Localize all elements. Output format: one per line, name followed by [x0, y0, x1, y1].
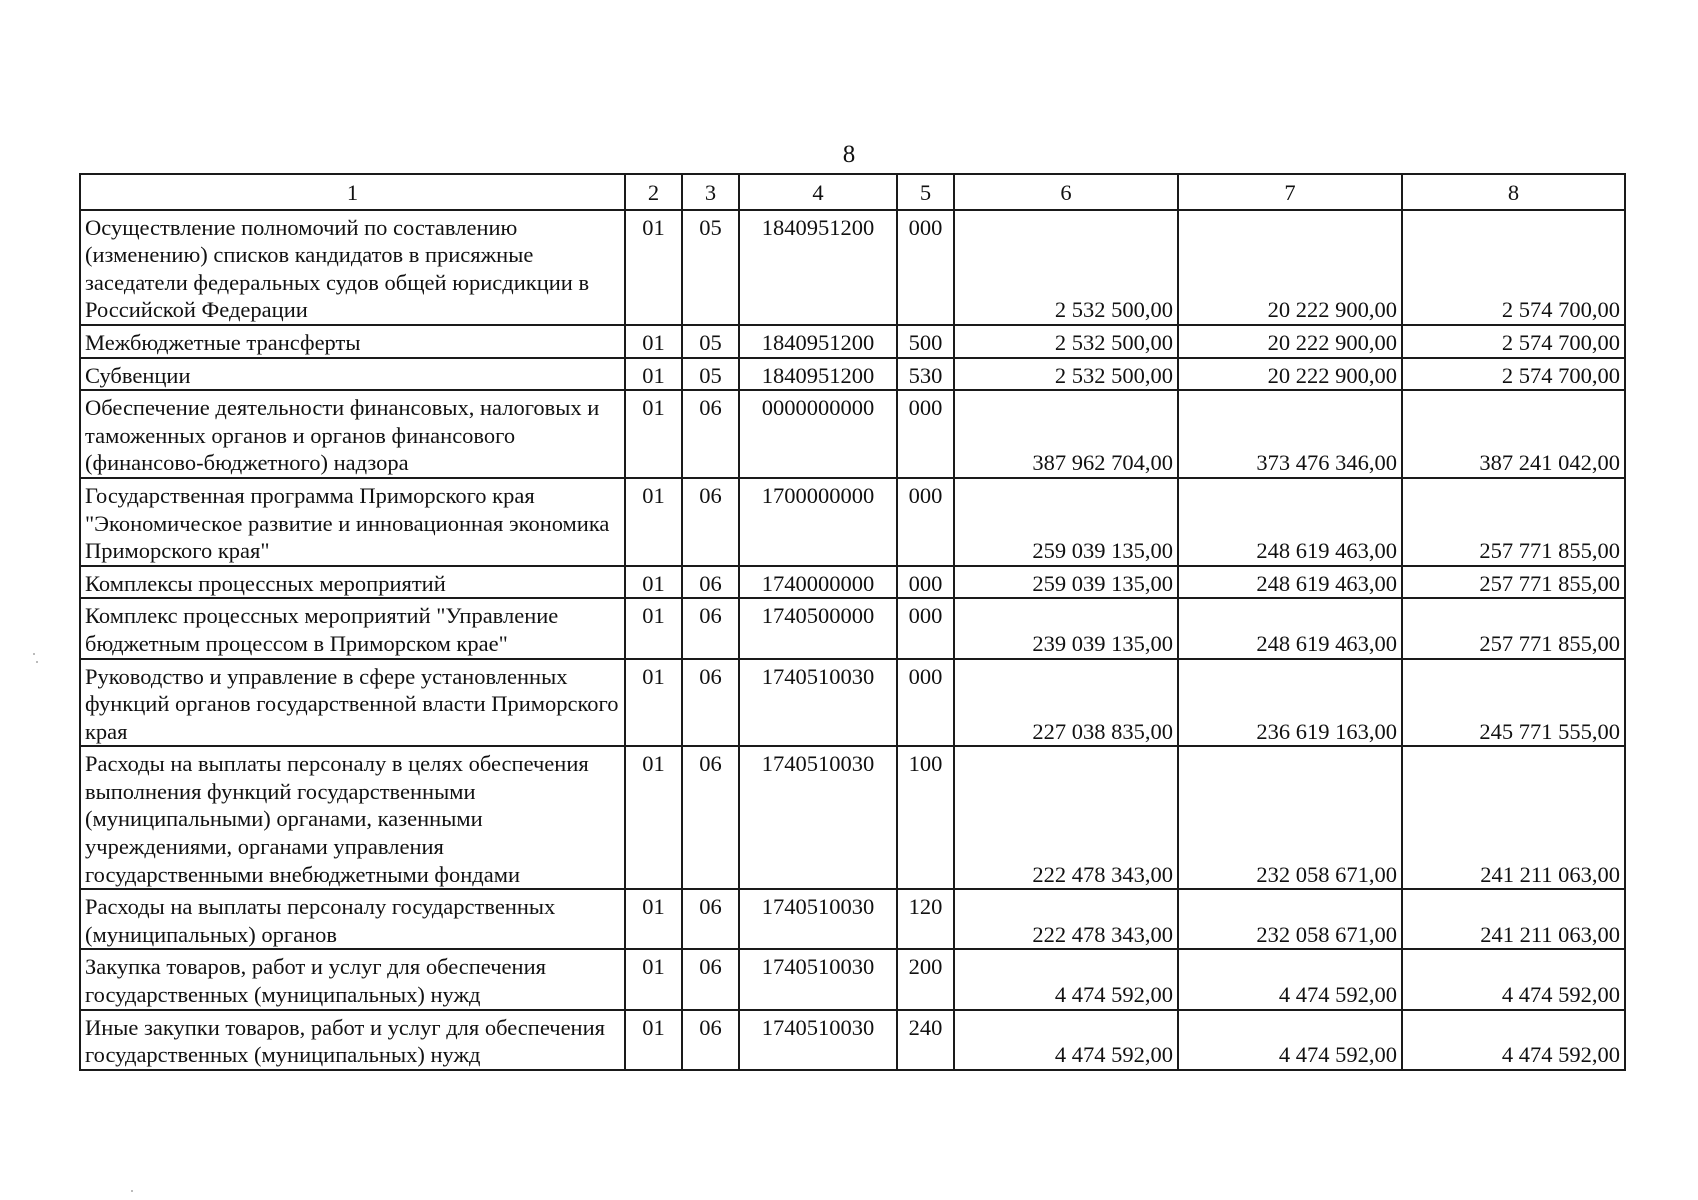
- table-row: [80, 598, 1625, 658]
- section-code-cell: 01: [625, 566, 682, 599]
- amount-col8-cell: 387 241 042,00: [1402, 390, 1625, 478]
- expense-type-cell: 000: [897, 659, 954, 747]
- subsection-code-cell: 05: [682, 358, 739, 391]
- subsection-code-cell: 06: [682, 566, 739, 599]
- table-row: [80, 566, 1625, 599]
- amount-col7-cell: 4 474 592,00: [1178, 949, 1402, 1009]
- subsection-code-cell: 06: [682, 478, 739, 566]
- expense-type-cell: 000: [897, 210, 954, 325]
- amount-col8-cell: 245 771 555,00: [1402, 659, 1625, 747]
- row-name-cell: Расходы на выплаты персоналу государственных (муниципальных) органов: [80, 889, 625, 949]
- expense-type-cell: 120: [897, 889, 954, 949]
- row-name-cell: Расходы на выплаты персоналу в целях обеспечения выполнения функций государственными (муниципальными) органами, казенными учреждениями, органами управления государственными внебюджетными фондами: [80, 746, 625, 889]
- amount-col7-cell: 20 222 900,00: [1178, 210, 1402, 325]
- amount-col6-cell: 2 532 500,00: [954, 358, 1178, 391]
- amount-col6-cell: 259 039 135,00: [954, 566, 1178, 599]
- amount-col8-cell: 4 474 592,00: [1402, 949, 1625, 1009]
- amount-col7-cell: 232 058 671,00: [1178, 889, 1402, 949]
- subsection-code-cell: 06: [682, 390, 739, 478]
- row-name-cell: Руководство и управление в сфере установленных функций органов государственной власти Приморского края: [80, 659, 625, 747]
- expense-type-cell: 000: [897, 390, 954, 478]
- table-row: [80, 889, 1625, 949]
- amount-col8-cell: 257 771 855,00: [1402, 598, 1625, 658]
- row-name-cell: Осуществление полномочий по составлению (изменению) списков кандидатов в присяжные заседатели федеральных судов общей юрисдикции в Российской Федерации: [80, 210, 625, 325]
- row-name-cell: Обеспечение деятельности финансовых, налоговых и таможенных органов и органов финансового (финансово-бюджетного) надзора: [80, 390, 625, 478]
- target-article-cell: 0000000000: [739, 390, 897, 478]
- amount-col8-cell: 257 771 855,00: [1402, 478, 1625, 566]
- amount-col8-cell: 257 771 855,00: [1402, 566, 1625, 599]
- amount-col6-cell: 2 532 500,00: [954, 325, 1178, 358]
- row-name-cell: Комплекс процессных мероприятий "Управление бюджетным процессом в Приморском крае": [80, 598, 625, 658]
- amount-col6-cell: 222 478 343,00: [954, 746, 1178, 889]
- table-row: [80, 478, 1625, 566]
- expense-type-cell: 100: [897, 746, 954, 889]
- header-cell: 7: [1178, 174, 1402, 210]
- subsection-code-cell: 06: [682, 746, 739, 889]
- amount-col8-cell: 241 211 063,00: [1402, 746, 1625, 889]
- section-code-cell: 01: [625, 598, 682, 658]
- page-number: 8: [842, 141, 856, 168]
- subsection-code-cell: 06: [682, 889, 739, 949]
- amount-col7-cell: 232 058 671,00: [1178, 746, 1402, 889]
- row-name-cell: Субвенции: [80, 358, 625, 391]
- section-code-cell: 01: [625, 210, 682, 325]
- row-name-cell: Иные закупки товаров, работ и услуг для обеспечения государственных (муниципальных) нужд: [80, 1010, 625, 1070]
- expense-type-cell: 500: [897, 325, 954, 358]
- target-article-cell: 1740500000: [739, 598, 897, 658]
- header-cell: 2: [625, 174, 682, 210]
- amount-col8-cell: 2 574 700,00: [1402, 210, 1625, 325]
- amount-col8-cell: 2 574 700,00: [1402, 358, 1625, 391]
- subsection-code-cell: 05: [682, 325, 739, 358]
- amount-col7-cell: 373 476 346,00: [1178, 390, 1402, 478]
- section-code-cell: 01: [625, 949, 682, 1009]
- amount-col7-cell: 248 619 463,00: [1178, 478, 1402, 566]
- row-name-cell: Закупка товаров, работ и услуг для обеспечения государственных (муниципальных) нужд: [80, 949, 625, 1009]
- amount-col6-cell: 259 039 135,00: [954, 478, 1178, 566]
- amount-col6-cell: 2 532 500,00: [954, 210, 1178, 325]
- subsection-code-cell: 06: [682, 1010, 739, 1070]
- target-article-cell: 1740510030: [739, 746, 897, 889]
- amount-col7-cell: 4 474 592,00: [1178, 1010, 1402, 1070]
- header-cell: 3: [682, 174, 739, 210]
- section-code-cell: 01: [625, 358, 682, 391]
- section-code-cell: 01: [625, 1010, 682, 1070]
- amount-col6-cell: 4 474 592,00: [954, 1010, 1178, 1070]
- section-code-cell: 01: [625, 659, 682, 747]
- amount-col7-cell: 248 619 463,00: [1178, 566, 1402, 599]
- subsection-code-cell: 06: [682, 949, 739, 1009]
- amount-col6-cell: 227 038 835,00: [954, 659, 1178, 747]
- table-row: [80, 746, 1625, 889]
- target-article-cell: 1700000000: [739, 478, 897, 566]
- section-code-cell: 01: [625, 390, 682, 478]
- amount-col7-cell: 248 619 463,00: [1178, 598, 1402, 658]
- target-article-cell: 1840951200: [739, 358, 897, 391]
- table-row: [80, 390, 1625, 478]
- expense-type-cell: 530: [897, 358, 954, 391]
- table-row: [80, 659, 1625, 747]
- target-article-cell: 1740510030: [739, 949, 897, 1009]
- section-code-cell: 01: [625, 746, 682, 889]
- target-article-cell: 1840951200: [739, 210, 897, 325]
- table-row: [80, 210, 1625, 325]
- header-cell: 8: [1402, 174, 1625, 210]
- amount-col8-cell: 4 474 592,00: [1402, 1010, 1625, 1070]
- scan-speck: [33, 653, 35, 655]
- amount-col7-cell: 20 222 900,00: [1178, 358, 1402, 391]
- amount-col8-cell: 2 574 700,00: [1402, 325, 1625, 358]
- subsection-code-cell: 06: [682, 659, 739, 747]
- header-cell: 1: [80, 174, 625, 210]
- scan-speck: [131, 1190, 133, 1192]
- table-row: [80, 358, 1625, 391]
- amount-col6-cell: 387 962 704,00: [954, 390, 1178, 478]
- expense-type-cell: 000: [897, 566, 954, 599]
- amount-col6-cell: 4 474 592,00: [954, 949, 1178, 1009]
- target-article-cell: 1740000000: [739, 566, 897, 599]
- header-cell: 5: [897, 174, 954, 210]
- header-cell: 6: [954, 174, 1178, 210]
- amount-col6-cell: 222 478 343,00: [954, 889, 1178, 949]
- budget-table: [79, 173, 1626, 1071]
- expense-type-cell: 000: [897, 478, 954, 566]
- amount-col7-cell: 20 222 900,00: [1178, 325, 1402, 358]
- row-name-cell: Межбюджетные трансферты: [80, 325, 625, 358]
- expense-type-cell: 240: [897, 1010, 954, 1070]
- section-code-cell: 01: [625, 889, 682, 949]
- amount-col6-cell: 239 039 135,00: [954, 598, 1178, 658]
- subsection-code-cell: 05: [682, 210, 739, 325]
- section-code-cell: 01: [625, 325, 682, 358]
- row-name-cell: Комплексы процессных мероприятий: [80, 566, 625, 599]
- row-name-cell: Государственная программа Приморского края "Экономическое развитие и инновационная экономика Приморского края": [80, 478, 625, 566]
- amount-col8-cell: 241 211 063,00: [1402, 889, 1625, 949]
- target-article-cell: 1740510030: [739, 659, 897, 747]
- section-code-cell: 01: [625, 478, 682, 566]
- amount-col7-cell: 236 619 163,00: [1178, 659, 1402, 747]
- target-article-cell: 1840951200: [739, 325, 897, 358]
- expense-type-cell: 000: [897, 598, 954, 658]
- target-article-cell: 1740510030: [739, 889, 897, 949]
- scan-speck: [36, 661, 38, 663]
- table-row: [80, 1010, 1625, 1070]
- subsection-code-cell: 06: [682, 598, 739, 658]
- target-article-cell: 1740510030: [739, 1010, 897, 1070]
- expense-type-cell: 200: [897, 949, 954, 1009]
- table-row: [80, 949, 1625, 1009]
- table-row: [80, 325, 1625, 358]
- table-header-row: [80, 174, 1625, 210]
- header-cell: 4: [739, 174, 897, 210]
